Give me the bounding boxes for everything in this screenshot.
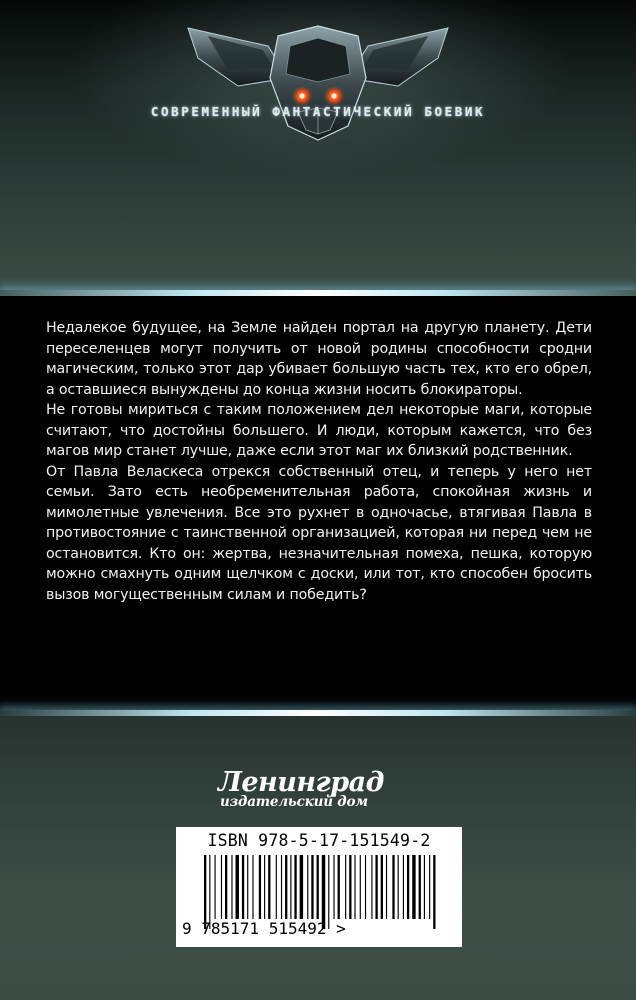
barcode-digits: 9 785171 515492 > bbox=[182, 919, 346, 938]
annotation-text bbox=[46, 318, 592, 605]
isbn-barcode-box bbox=[176, 827, 462, 947]
annotation-paragraph-2: Не готовы мириться с таким положением дел некоторые маги, которые считают, что достойны большего. И люди, которым кажется, что без магов мир станет лучше, даже если этот маг их близкий родственник. bbox=[46, 402, 592, 459]
annotation-paragraph-1: Недалекое будущее, на Земле найден портал на другую планету. Дети переселенцев могут получить от новой родины способности сродни магическим, только этот дар убивает большую часть тех, кто его обрел, а оставшиеся вынуждены до конца жизни носить блокираторы. bbox=[46, 320, 592, 398]
annotation-paragraph-3: От Павла Веласкеса отрекся собственный отец, и теперь у него нет семьи. Зато есть необременительная работа, спокойная жизнь и мимолетные увлечения. Все это рухнет в одночасье, втягивая Павла в противостояние с таинственной организацией, которая ни перед чем не остановится. Кто он: жертва, незначительная помеха, пешка, которую можно смахнуть одним щелчком с доски, или тот, кто способен бросить вызов могущественным силам и победить? bbox=[46, 463, 592, 603]
isbn-label: ISBN 978-5-17-151549-2 bbox=[207, 831, 431, 850]
publisher-logo bbox=[206, 768, 406, 818]
publisher-name: Ленинград bbox=[218, 767, 384, 798]
top-band bbox=[0, 0, 636, 296]
robot-emblem-icon bbox=[178, 8, 458, 148]
series-label: СОВРЕМЕННЫЙ ФАНТАСТИЧЕСКИЙ БОЕВИК bbox=[150, 104, 486, 119]
publisher-subtitle: издательский дом bbox=[220, 794, 368, 810]
